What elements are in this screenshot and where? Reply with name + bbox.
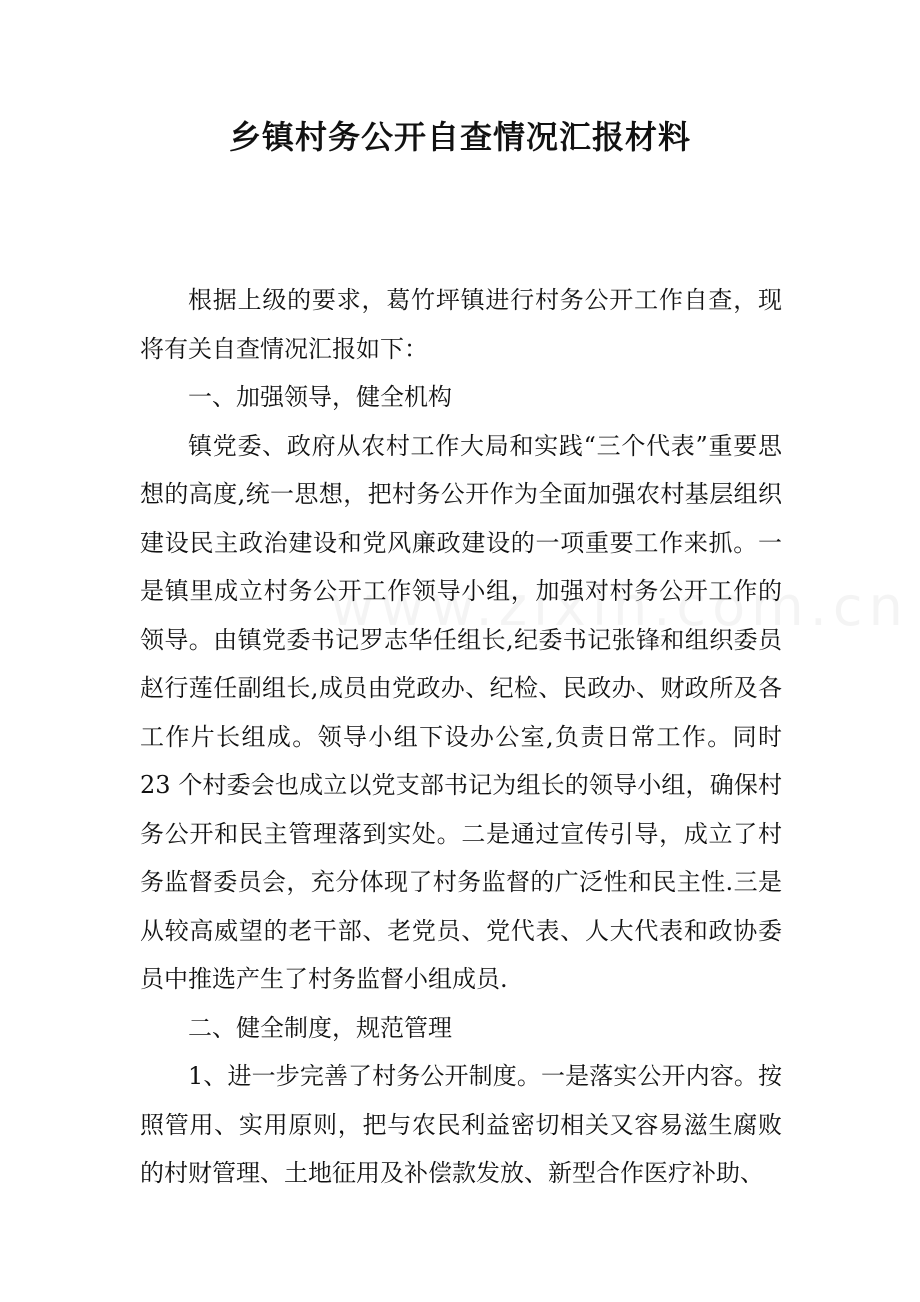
intro-paragraph: 根据上级的要求，葛竹坪镇进行村务公开工作自查，现将有关自查情况汇报如下： bbox=[140, 286, 782, 363]
document-title: 乡镇村务公开自查情况汇报材料 bbox=[228, 118, 691, 156]
section-heading-1: 一、加强领导，健全机构 bbox=[188, 383, 452, 411]
document-body bbox=[140, 276, 782, 1198]
body-paragraph: 1、进一步完善了村务公开制度。一是落实公开内容。按照管用、实用原则，把与农民利益密切相关又容易滋生腐败的村财管理、土地征用及补偿款发放、新型合作医疗补助、 bbox=[140, 1062, 782, 1187]
body-paragraph: 镇党委、政府从农村工作大局和实践“三个代表”重要思想的高度,统一思想，把村务公开作为全面加强农村基层组织建设民主政治建设和党风廉政建设的一项重要工作来抓。一是镇里成立村务公开工作领导小组，加强对村务公开工作的领导。由镇党委书记罗志华任组长,纪委书记张锋和组织委员赵行莲任副组长,成员由党政办、纪检、民政办、财政所及各工作片长组成。领导小组下设办公室,负责日常工作。同时 23 个村委会也成立以党支部书记为组长的领导小组，确保村务公开和民主管理落到实处。二是通过宣传引导，成立了村务监督委员会，充分体现了村务监督的广泛性和民主性.三是从较高威望的老干部、老党员、党代表、人大代表和政协委员中推选产生了村务监督小组成员. bbox=[140, 431, 782, 993]
section-heading-2: 二、健全制度，规范管理 bbox=[188, 1013, 452, 1042]
